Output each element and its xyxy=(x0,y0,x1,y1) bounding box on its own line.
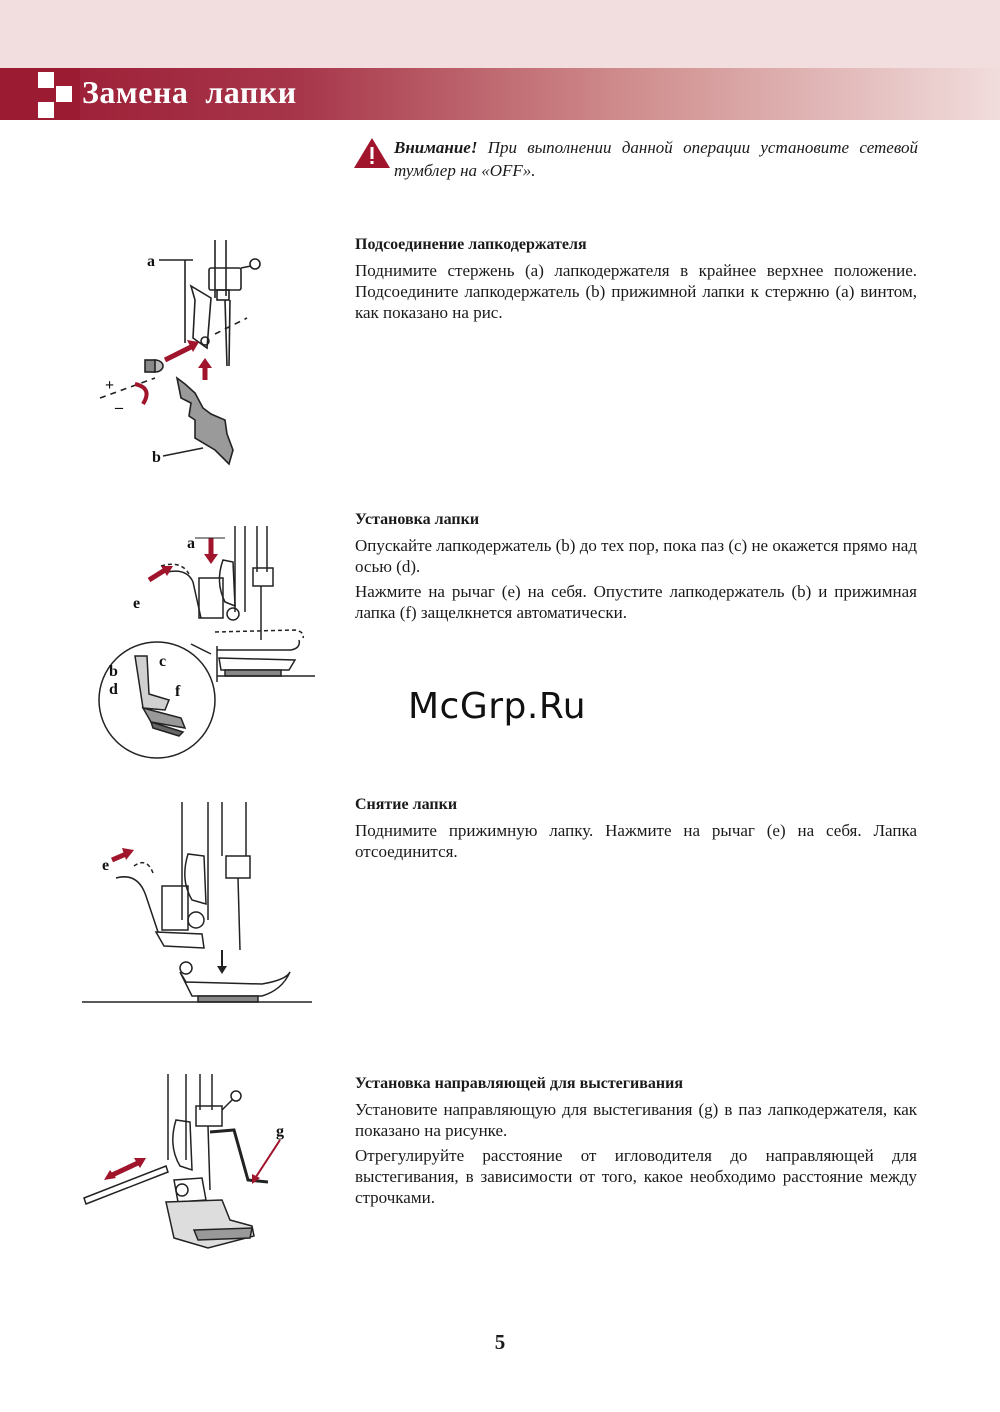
page-number: 5 xyxy=(494,1330,506,1354)
section-heading: Подсоединение лапкодержателя xyxy=(355,236,587,253)
warning-triangle-icon xyxy=(352,136,392,170)
section-quilting-guide xyxy=(355,1075,917,1212)
section-heading: Установка лапки xyxy=(355,511,480,528)
fig2-label-c: c xyxy=(159,653,167,670)
fig1-label-a: a xyxy=(147,253,155,270)
figure-remove-foot xyxy=(82,800,312,1006)
section-attach-holder xyxy=(355,236,917,327)
header-band xyxy=(0,0,1000,68)
fig2-label-a: a xyxy=(187,535,195,552)
section-heading: Установка направляющей для выстегивания xyxy=(355,1075,683,1092)
section-paragraph: Отрегулируйте расстояние от игловодителя до направляющей для выстегивания, в зависимости от того, какое необходимо расстояние между строчками. xyxy=(355,1146,917,1207)
fig2-label-e: e xyxy=(133,595,141,612)
section-paragraph: Опускайте лапкодержатель (b) до тех пор, пока паз (c) не окажется прямо над осью (d). xyxy=(355,536,917,576)
section-paragraph: Установите направляющую для выстегивания (g) в паз лапкодержателя, как показано на рисунке. xyxy=(355,1100,917,1140)
section-paragraph: Поднимите прижимную лапку. Нажмите на рычаг (e) на себя. Лапка отсоединится. xyxy=(355,821,917,861)
fig2-label-b: b xyxy=(109,663,118,680)
section-paragraph: Поднимите стержень (a) лапкодержателя в крайнее верхнее положение. Подсоедините лапкодержатель (b) прижимной лапки к стержню (a) винтом, как показано на рис. xyxy=(355,261,917,322)
page-title: Замена лапки xyxy=(82,74,297,110)
fig4-label-g: g xyxy=(276,1123,284,1140)
fig2-label-d: d xyxy=(109,681,118,698)
section-heading: Снятие лапки xyxy=(355,796,458,813)
section-install-foot xyxy=(355,511,917,627)
fig1-label-b: b xyxy=(152,449,161,466)
figure-install-foot xyxy=(95,522,315,762)
figure-attach-holder xyxy=(95,238,285,470)
fig3-label-e: e xyxy=(102,857,110,874)
section-paragraph: Нажмите на рычаг (e) на себя. Опустите лапкодержатель (b) и прижимная лапка (f) защелкнется автоматически. xyxy=(355,582,917,622)
section-remove-foot xyxy=(355,796,917,866)
title-logo-icon xyxy=(0,68,80,120)
figure-quilting-guide xyxy=(82,1070,302,1270)
fig2-label-f: f xyxy=(175,683,181,700)
warning-label: Внимание! xyxy=(394,138,478,157)
watermark: McGrp.Ru xyxy=(408,686,587,727)
warning-text: При выполнении данной операции установите сетевой тумблер на «OFF». xyxy=(394,138,918,180)
fig1-plus: + xyxy=(105,377,115,394)
fig1-minus: – xyxy=(115,399,123,416)
warning-block xyxy=(352,136,918,182)
